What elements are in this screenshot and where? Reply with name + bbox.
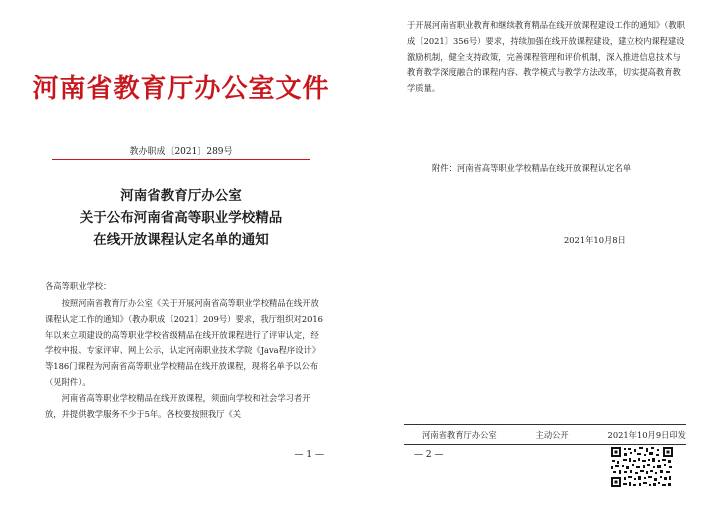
notice-title (0, 185, 362, 251)
paragraph-continuation: 于开展河南省职业教育和继续教育精品在线开放课程建设工作的通知》（教职成〔2021〕356号）要求，持续加强在线开放课程建设，建立校内课程建设激励机制，健全支持政策，完善课程管理和评价机制，深入推进信息技术与教育教学深度融合的课程内容、教学模式与教学方法改革，切实提高教育教学质量。 (407, 20, 685, 94)
title-line: 河南省教育厅办公室 (120, 188, 242, 204)
paragraph: 按照河南省教育厅办公室《关于开展河南省高等职业学校精品在线开放课程认定工作的通知》（教办职成〔2021〕209号）要求，我厅组织对2016年以来立项建设的高等职业学校省级精品在线开放课程进行了评审认定，经学校申报、专家评审、网上公示，认定河南职业技术学院《Java程序设计》等186门课程为河南省高等职业学校精品在线开放课程，现将名单予以公布（见附件）。 (45, 298, 323, 387)
document-number: 教办职成〔2021〕289号 (129, 147, 233, 157)
footer-issuer: 河南省教育厅办公室 (422, 430, 497, 440)
footer-disclosure: 主动公开 (535, 430, 569, 440)
salutation: 各高等职业学校： (45, 281, 112, 291)
title-line: 在线开放课程认定名单的通知 (93, 232, 269, 248)
page-number: — 1 — (294, 450, 324, 460)
attachment-note: 附件：河南省高等职业学校精品在线开放课程认定名单 (432, 163, 632, 173)
footer-print-date: 2021年10月9日印发 (607, 430, 686, 440)
barcode-icon (610, 446, 674, 488)
header-divider (52, 159, 310, 160)
footer-divider (404, 424, 686, 425)
footer (404, 429, 686, 441)
document-header: 河南省教育厅办公室文件 (32, 74, 330, 104)
document-page-2 (362, 0, 724, 512)
body-text (45, 296, 325, 422)
issue-date: 2021年10月8日 (564, 235, 626, 245)
page-number: — 2 — (414, 450, 444, 460)
title-line: 关于公布河南省高等职业学校精品 (79, 210, 283, 226)
paragraph: 河南省高等职业学校精品在线开放课程，须面向学校和社会学习者开放，并提供教学服务不少于5年。各校要按照我厅《关 (45, 392, 311, 419)
footer-divider (404, 444, 686, 445)
